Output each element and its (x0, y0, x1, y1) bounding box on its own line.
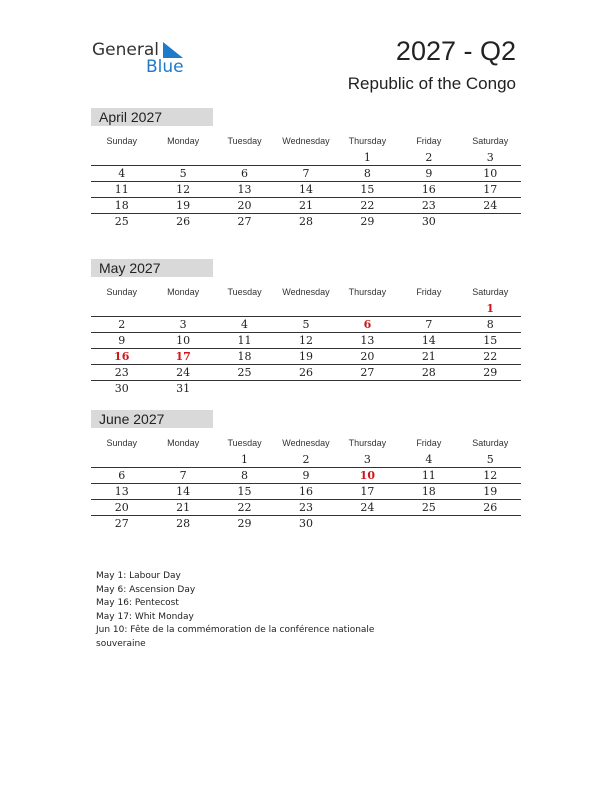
day-cell: 4 (425, 453, 433, 466)
day-cell: 11 (114, 183, 129, 196)
day-cell: 29 (360, 215, 375, 228)
weekday-label: Wednesday (282, 438, 330, 448)
day-cell: 17 (483, 183, 498, 196)
day-cell: 23 (298, 501, 313, 514)
weekday-label: Wednesday (282, 136, 330, 146)
day-cell: 23 (114, 366, 129, 379)
day-cell: 12 (176, 183, 191, 196)
weekday-label: Thursday (348, 136, 387, 146)
page-subtitle: Republic of the Congo (347, 74, 516, 93)
day-cell: 28 (298, 215, 313, 228)
day-cell: 25 (114, 215, 129, 228)
weekday-label: Thursday (348, 287, 387, 297)
day-cell: 7 (179, 469, 187, 482)
week-row (91, 516, 521, 532)
empty-day-cell (214, 381, 275, 397)
week-row (91, 166, 521, 182)
day-cell: 30 (114, 382, 129, 395)
day-cell: 3 (363, 453, 371, 466)
day-cell: 15 (237, 485, 252, 498)
day-cell: 21 (421, 350, 436, 363)
empty-day-cell (91, 150, 152, 165)
day-cell: 25 (237, 366, 252, 379)
logo-flag-icon (163, 42, 183, 58)
month-block (91, 259, 521, 397)
empty-day-cell (275, 381, 336, 397)
week-row (91, 484, 521, 500)
empty-day-cell (214, 150, 275, 165)
day-cell: 16 (298, 485, 313, 498)
day-cell: 9 (302, 469, 310, 482)
day-cell: 29 (483, 366, 498, 379)
week-row (91, 349, 521, 365)
weekday-label: Tuesday (227, 438, 262, 448)
weekday-label: Saturday (472, 136, 509, 146)
day-cell: 20 (114, 501, 129, 514)
page-title: 2027 - Q2 (395, 36, 516, 66)
day-cell: 1 (486, 302, 495, 315)
day-cell: 21 (298, 199, 313, 212)
month-title: June 2027 (91, 410, 213, 428)
empty-day-cell (275, 150, 336, 165)
holiday-notes (96, 570, 396, 651)
empty-day-cell (91, 452, 152, 467)
empty-day-cell (337, 516, 398, 532)
week-row (91, 301, 521, 317)
day-cell: 18 (114, 199, 129, 212)
day-cell: 20 (237, 199, 252, 212)
day-cell: 22 (237, 501, 252, 514)
day-cell: 3 (179, 318, 187, 331)
week-row (91, 452, 521, 468)
weekday-label: Monday (167, 136, 200, 146)
weekday-label: Tuesday (227, 136, 262, 146)
empty-day-cell (91, 301, 152, 316)
week-row (91, 198, 521, 214)
weekday-label: Friday (416, 287, 442, 297)
day-cell: 5 (302, 318, 310, 331)
day-cell: 16 (421, 183, 436, 196)
empty-day-cell (398, 381, 459, 397)
day-cell: 22 (360, 199, 375, 212)
day-cell: 11 (237, 334, 252, 347)
weekday-label: Monday (167, 438, 200, 448)
logo-general-text: General (92, 40, 159, 60)
day-cell: 23 (421, 199, 436, 212)
day-cell: 26 (176, 215, 191, 228)
weekday-label: Friday (416, 136, 442, 146)
empty-day-cell (275, 301, 336, 316)
day-cell: 18 (421, 485, 436, 498)
day-cell: 8 (363, 167, 371, 180)
weekday-label: Sunday (106, 287, 137, 297)
day-cell: 11 (421, 469, 436, 482)
holiday-note: May 16: Pentecost (96, 598, 179, 608)
day-cell: 1 (363, 151, 371, 164)
day-cell: 26 (298, 366, 313, 379)
weekday-label: Wednesday (282, 287, 330, 297)
weekday-label: Sunday (106, 136, 137, 146)
day-cell: 15 (360, 183, 375, 196)
day-cell: 13 (360, 334, 375, 347)
day-cell: 19 (298, 350, 313, 363)
day-cell: 10 (176, 334, 191, 347)
day-cell: 20 (360, 350, 375, 363)
day-cell: 27 (114, 517, 129, 530)
month-title: May 2027 (91, 259, 213, 277)
empty-day-cell (460, 214, 521, 230)
day-cell: 27 (237, 215, 252, 228)
weekday-header-row (91, 283, 521, 301)
empty-day-cell (460, 516, 521, 532)
day-cell: 13 (237, 183, 252, 196)
day-cell: 8 (486, 318, 494, 331)
holiday-note: May 17: Whit Monday (96, 611, 194, 622)
weekday-label: Thursday (348, 438, 387, 448)
day-cell: 13 (114, 485, 129, 498)
weekday-label: Saturday (472, 287, 509, 297)
day-cell: 6 (363, 318, 372, 331)
day-cell: 2 (118, 318, 126, 331)
week-row (91, 333, 521, 349)
week-row (91, 182, 521, 198)
day-cell: 24 (176, 366, 191, 379)
day-cell: 10 (359, 469, 376, 482)
empty-day-cell (398, 516, 459, 532)
day-cell: 10 (483, 167, 498, 180)
day-cell: 21 (176, 501, 191, 514)
day-cell: 24 (360, 501, 375, 514)
empty-day-cell (214, 301, 275, 316)
day-cell: 27 (360, 366, 375, 379)
day-cell: 5 (179, 167, 187, 180)
empty-day-cell (152, 452, 213, 467)
holiday-note: May 6: Ascension Day (96, 584, 196, 595)
day-cell: 6 (241, 167, 249, 180)
day-cell: 9 (425, 167, 433, 180)
month-block (91, 108, 521, 230)
day-cell: 6 (118, 469, 126, 482)
empty-day-cell (398, 301, 459, 316)
day-cell: 30 (298, 517, 313, 530)
weekday-header-row (91, 132, 521, 150)
day-cell: 8 (241, 469, 249, 482)
day-cell: 17 (360, 485, 375, 498)
week-row (91, 500, 521, 516)
weekday-label: Saturday (472, 438, 509, 448)
day-cell: 19 (176, 199, 191, 212)
day-cell: 28 (421, 366, 436, 379)
week-row (91, 365, 521, 381)
day-cell: 30 (421, 215, 436, 228)
empty-day-cell (337, 381, 398, 397)
day-cell: 7 (425, 318, 433, 331)
day-cell: 14 (176, 485, 191, 498)
holiday-note: Jun 10: Fête de la commémoration de la conférence nationale souveraine (96, 625, 375, 649)
weekday-label: Sunday (106, 438, 137, 448)
day-cell: 19 (483, 485, 498, 498)
day-cell: 7 (302, 167, 310, 180)
day-cell: 14 (298, 183, 313, 196)
empty-day-cell (152, 150, 213, 165)
empty-day-cell (337, 301, 398, 316)
weekday-label: Monday (167, 287, 200, 297)
week-row (91, 317, 521, 333)
day-cell: 2 (302, 453, 310, 466)
day-cell: 26 (483, 501, 498, 514)
logo (92, 40, 192, 80)
day-cell: 1 (241, 453, 249, 466)
week-row (91, 150, 521, 166)
day-cell: 5 (486, 453, 494, 466)
day-cell: 3 (486, 151, 494, 164)
day-cell: 4 (118, 167, 126, 180)
day-cell: 12 (298, 334, 313, 347)
empty-day-cell (460, 381, 521, 397)
logo-blue-text: Blue (146, 57, 184, 77)
month-title: April 2027 (91, 108, 213, 126)
day-cell: 14 (421, 334, 436, 347)
empty-day-cell (152, 301, 213, 316)
holiday-note: May 1: Labour Day (96, 571, 181, 581)
day-cell: 12 (483, 469, 498, 482)
day-cell: 31 (176, 382, 191, 395)
weekday-header-row (91, 434, 521, 452)
week-row (91, 381, 521, 397)
day-cell: 16 (114, 350, 130, 363)
day-cell: 25 (421, 501, 436, 514)
week-row (91, 214, 521, 230)
day-cell: 29 (237, 517, 252, 530)
weekday-label: Tuesday (227, 287, 262, 297)
day-cell: 22 (483, 350, 498, 363)
day-cell: 9 (118, 334, 126, 347)
day-cell: 2 (425, 151, 433, 164)
day-cell: 17 (175, 350, 191, 363)
week-row (91, 468, 521, 484)
weekday-label: Friday (416, 438, 442, 448)
day-cell: 18 (237, 350, 252, 363)
day-cell: 28 (176, 517, 191, 530)
day-cell: 15 (483, 334, 498, 347)
month-block (91, 410, 521, 532)
day-cell: 4 (241, 318, 249, 331)
day-cell: 24 (483, 199, 498, 212)
